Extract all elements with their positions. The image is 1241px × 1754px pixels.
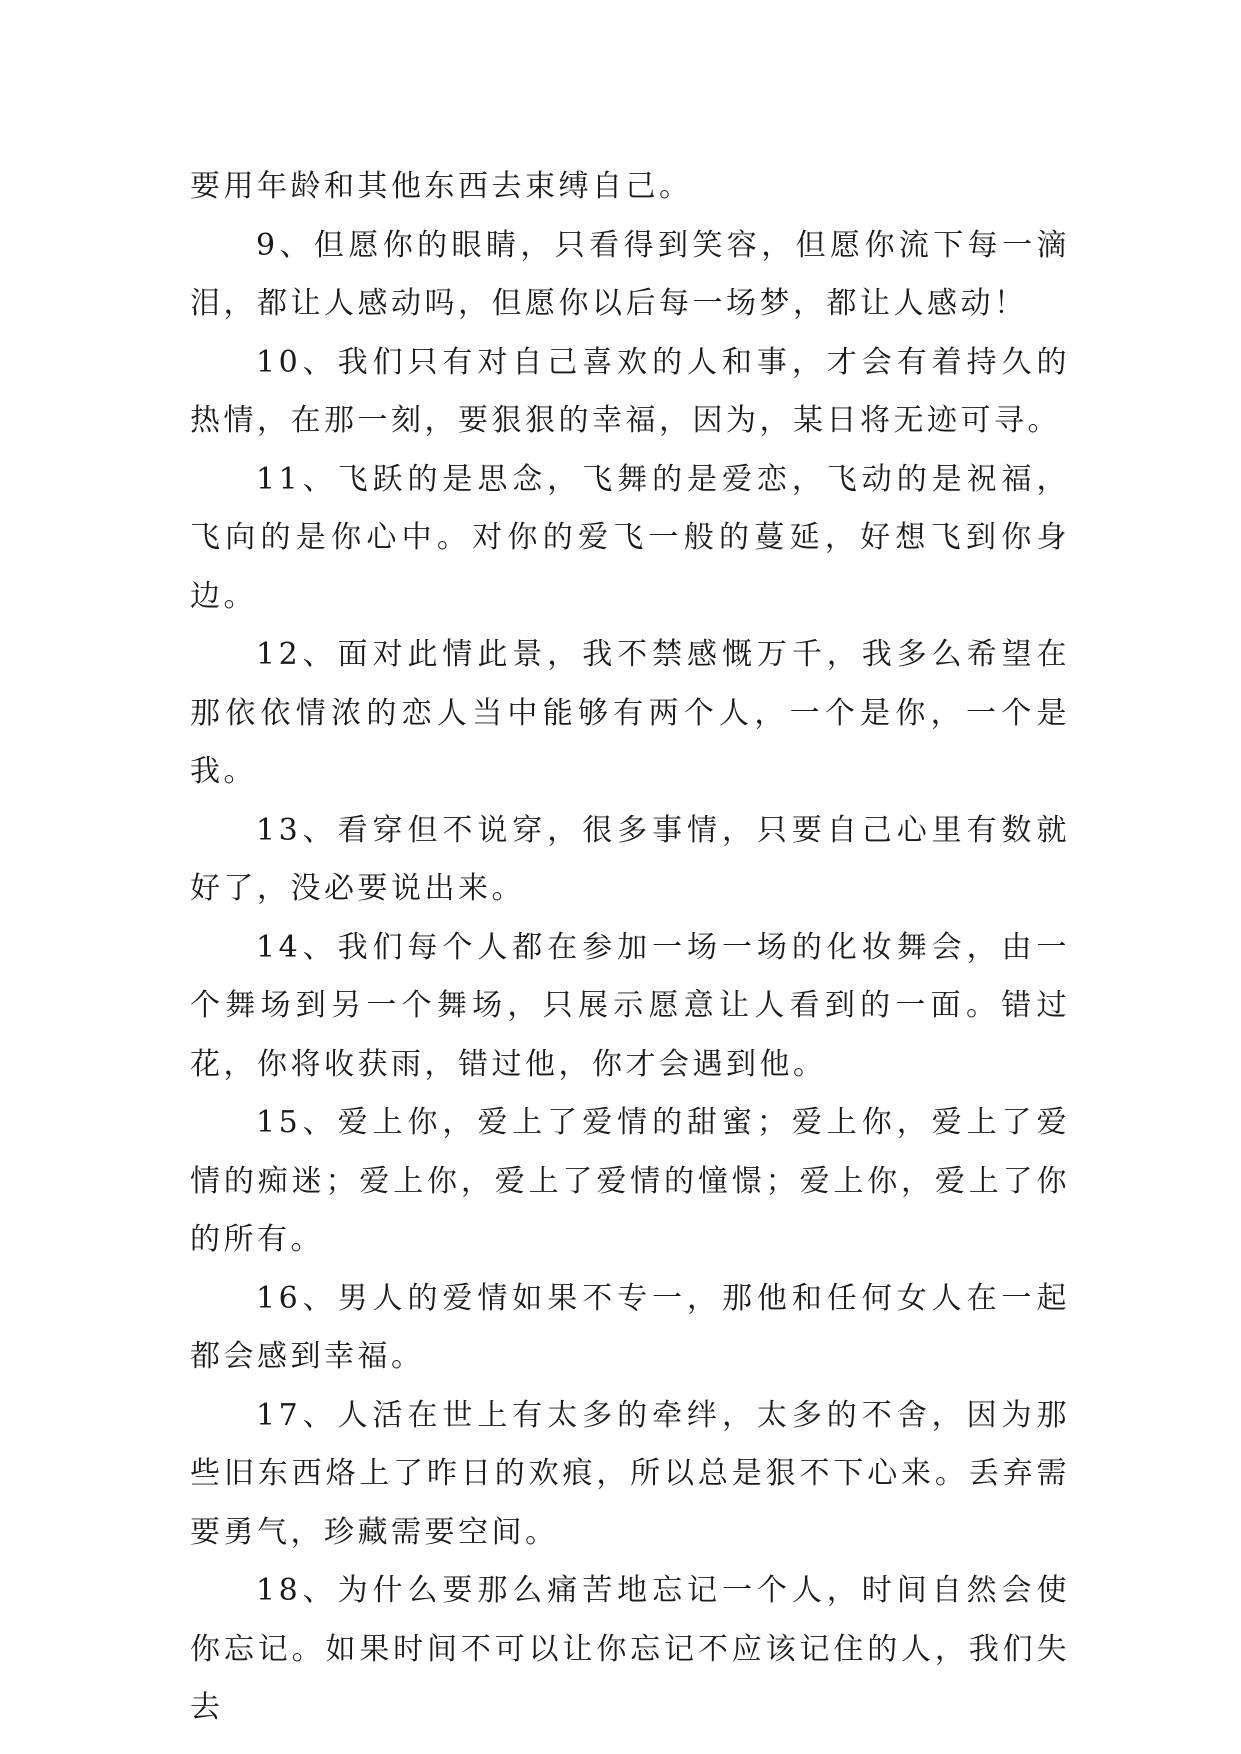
document-body	[190, 158, 1070, 1738]
paragraph-item-10: 10、我们只有对自己喜欢的人和事，才会有着持久的热情，在那一刻，要狠狠的幸福，因为，某日将无迹可寻。	[190, 344, 1070, 438]
paragraph-item-14: 14、我们每个人都在参加一场一场的化妆舞会，由一个舞场到另一个舞场，只展示愿意让人看到的一面。错过花，你将收获雨，错过他，你才会遇到他。	[190, 929, 1070, 1082]
paragraph-item-15: 15、爱上你，爱上了爱情的甜蜜；爱上你，爱上了爱情的痴迷；爱上你，爱上了爱情的憧憬；爱上你，爱上了你的所有。	[190, 1105, 1070, 1257]
paragraph-item-13: 13、看穿但不说穿，很多事情，只要自己心里有数就好了，没必要说出来。	[190, 812, 1070, 906]
paragraph-item-16: 16、男人的爱情如果不专一，那他和任何女人在一起都会感到幸福。	[190, 1280, 1070, 1374]
paragraph-continued: 要用年龄和其他东西去束缚自己。	[190, 169, 693, 204]
paragraph-item-9: 9、但愿你的眼睛，只看得到笑容，但愿你流下每一滴泪，都让人感动吗，但愿你以后每一场梦，都让人感动！	[190, 227, 1070, 321]
paragraph-item-17: 17、人活在世上有太多的牵绊，太多的不舍，因为那些旧东西烙上了昨日的欢痕，所以总是狠不下心来。丢弃需要勇气，珍藏需要空间。	[190, 1397, 1070, 1550]
paragraph-item-18: 18、为什么要那么痛苦地忘记一个人，时间自然会使你忘记。如果时间不可以让你忘记不应该记住的人，我们失去	[190, 1573, 1070, 1725]
paragraph-item-12: 12、面对此情此景，我不禁感慨万千，我多么希望在那依依情浓的恋人当中能够有两个人，一个是你，一个是我。	[190, 637, 1070, 789]
paragraph-item-11: 11、飞跃的是思念，飞舞的是爱恋，飞动的是祝福，飞向的是你心中。对你的爱飞一般的蔓延，好想飞到你身边。	[190, 461, 1070, 614]
